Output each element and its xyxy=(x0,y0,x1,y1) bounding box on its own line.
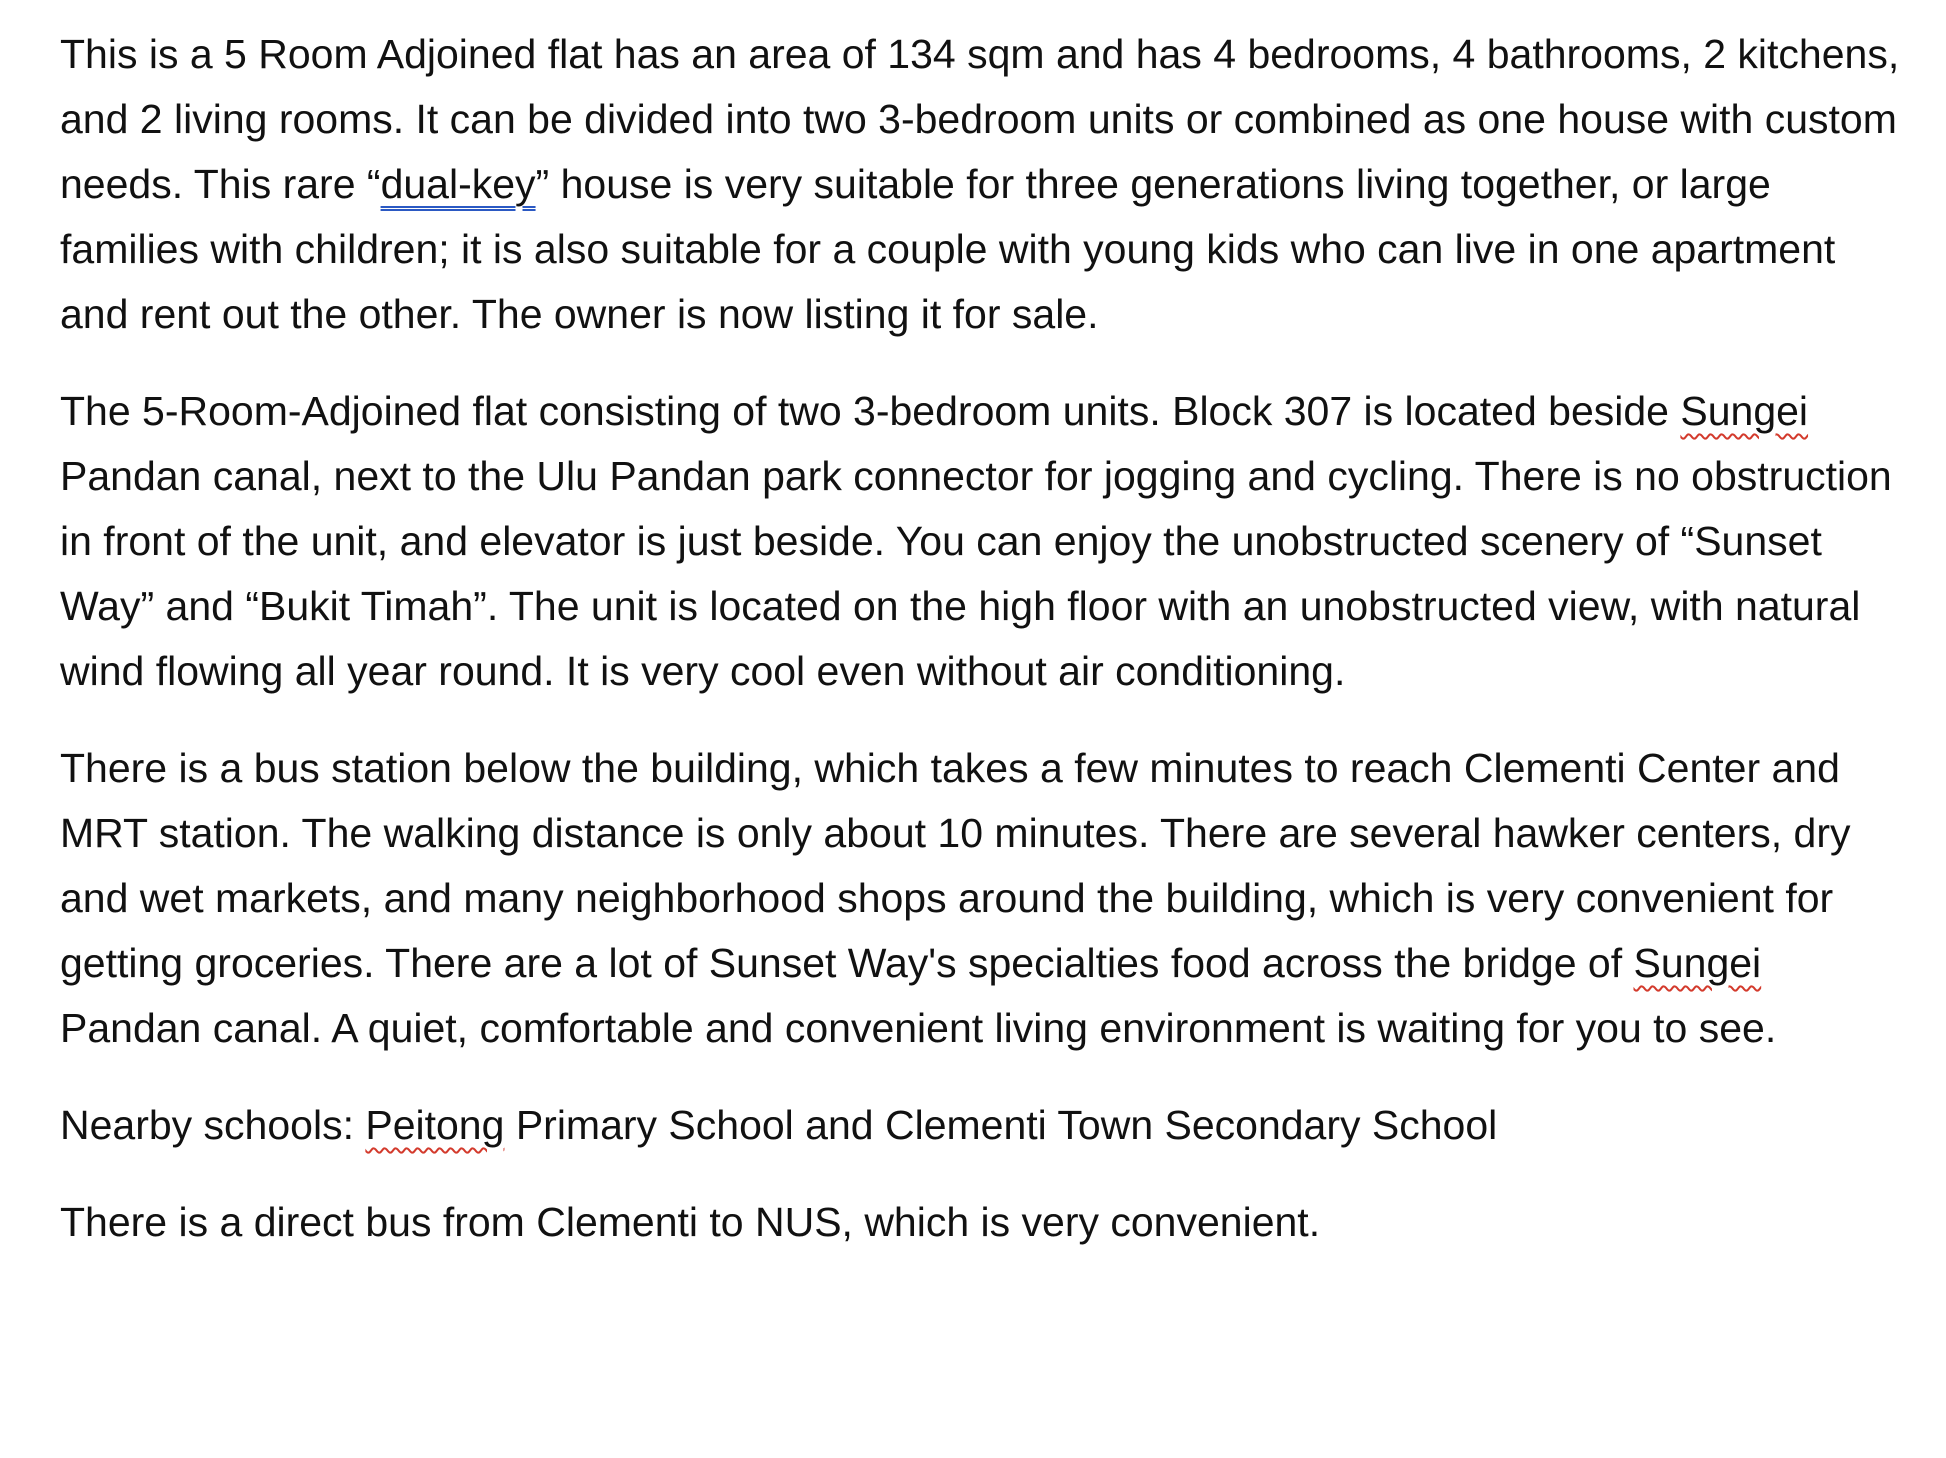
text-run: This is a 5 Room Adjoined flat has an area of 134 sqm and has 4 bedrooms, 4 bathrooms, 2 kitchens, and 2 living rooms. It can be divided into two 3-bedroom units or combined as one house with custom needs. This rare “ xyxy=(60,31,1900,207)
spelling-flag-sungei[interactable]: Sungei xyxy=(1680,388,1809,434)
spelling-flag-sungei[interactable]: Sungei xyxy=(1633,940,1762,986)
text-run: The 5-Room-Adjoined flat consisting of two 3-bedroom units. Block 307 is located beside xyxy=(60,388,1681,434)
paragraph-transport xyxy=(60,736,1900,1061)
paragraph-schools xyxy=(60,1093,1900,1158)
grammar-flag-dual-key[interactable]: dual-key xyxy=(380,161,536,207)
paragraph-location xyxy=(60,379,1900,704)
text-run: There is a bus station below the building, which takes a few minutes to reach Clementi Center and MRT station. The walking distance is only about 10 minutes. There are several hawker centers, dry and wet markets, and many neighborhood shops around the building, which is very convenient for getting groceries. There are a lot of Sunset Way's specialties food across the bridge of xyxy=(60,745,1851,986)
document-body xyxy=(60,22,1900,1287)
paragraph-bus xyxy=(60,1190,1900,1255)
spelling-flag-peitong[interactable]: Peitong xyxy=(365,1102,505,1148)
text-run: ” house is very suitable for three generations living together, or large families with children; it is also suitable for a couple with young kids who can live in one apartment and rent out the other. The owner is now listing it for sale. xyxy=(60,161,1836,337)
text-run: Primary School and Clementi Town Secondary School xyxy=(504,1102,1498,1148)
text-run: Nearby schools: xyxy=(60,1102,366,1148)
text-run: Pandan canal, next to the Ulu Pandan park connector for jogging and cycling. There is no obstruction in front of the unit, and elevator is just beside. You can enjoy the unobstructed scenery of “Sunset Way” and “Bukit Timah”. The unit is located on the high floor with an unobstructed view, with natural wind flowing all year round. It is very cool even without air conditioning. xyxy=(60,453,1892,694)
text-run: There is a direct bus from Clementi to NUS, which is very convenient. xyxy=(60,1199,1321,1245)
paragraph-intro xyxy=(60,22,1900,347)
text-run: Pandan canal. A quiet, comfortable and convenient living environment is waiting for you to see. xyxy=(60,1005,1777,1051)
